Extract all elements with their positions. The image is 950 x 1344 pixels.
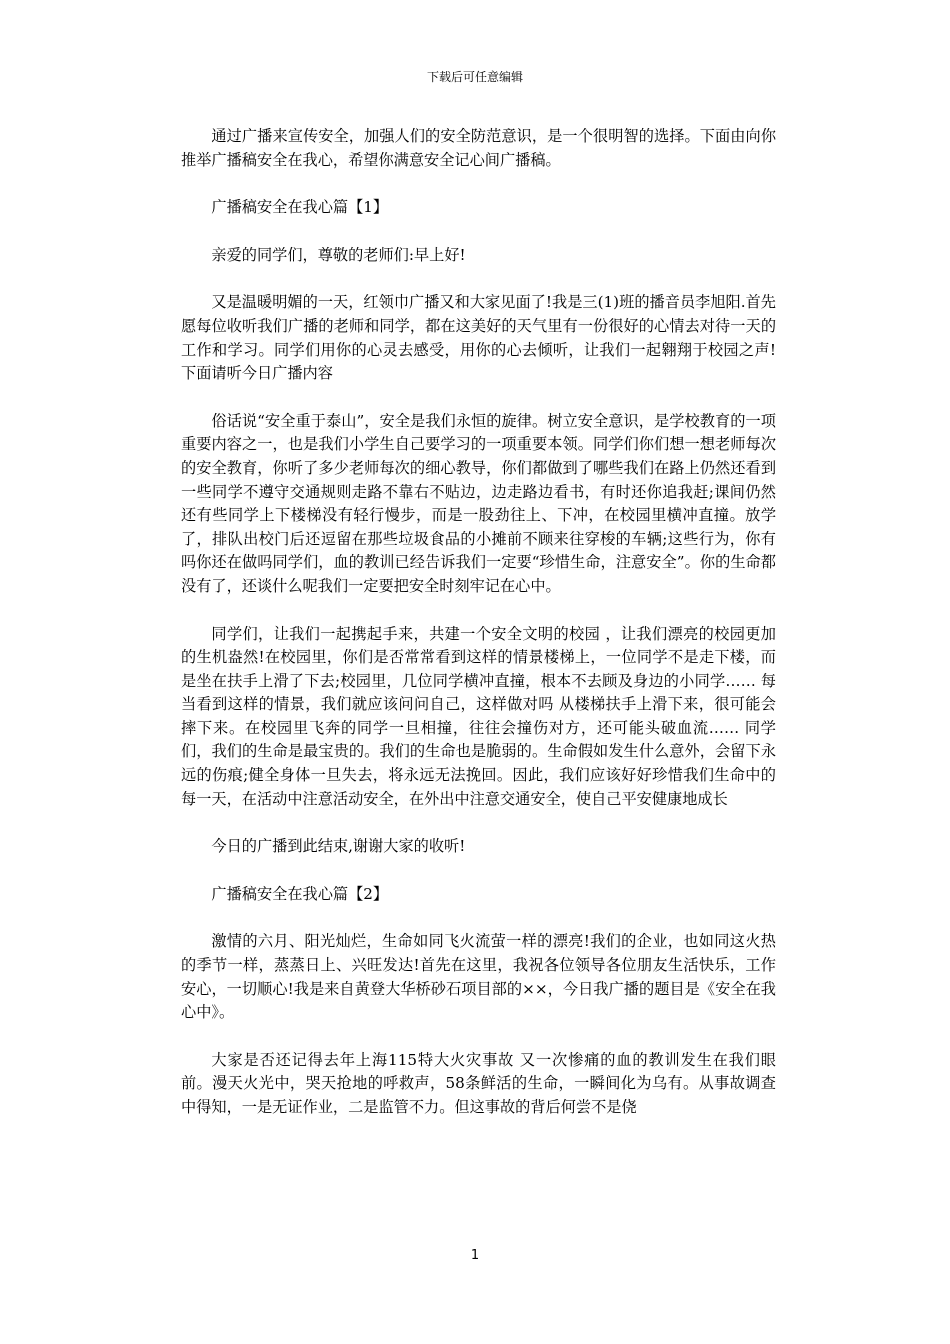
- paragraph: 同学们，让我们一起携起手来，共建一个安全文明的校园 ，让我们漂亮的校园更加的生机盎然!在校园里，你们是否常常看到这样的情景楼梯上，一位同学不是走下楼，而是坐在扶手上滑了下去;校园里，几位同学横冲直撞，根本不去顾及身边的小同学…… 每当看到这样的情景，我们就应该问问自己，这样做对吗 从楼梯扶手上滑下来，很可能会摔下来。在校园里飞奔的同学一旦相撞，往往会撞伤对方，还可能头破血流…… 同学们，我们的生命是最宝贵的。我们的生命也是脆弱的。生命假如发生什么意外，会留下永远的伤痕;健全身体一旦失去，将永远无法挽回。因此，我们应该好好珍惜我们生命中的每一天，在活动中注意活动安全，在外出中注意交通安全，使自己平安健康地成长: [181, 624, 776, 808]
- paragraph: 大家是否还记得去年上海115特大火灾事故 又一次惨痛的血的教训发生在我们眼前。漫天火光中，哭天抢地的呼救声，58条鲜活的生命，一瞬间化为乌有。从事故调查中得知，一是无证作业，二是监管不力。但这事故的背后何尝不是侥: [181, 1050, 776, 1116]
- paragraph-closing: 今日的广播到此结束,谢谢大家的收听!: [211, 837, 466, 856]
- page-number: 1: [470, 1248, 480, 1263]
- document-body: [181, 125, 776, 1144]
- paragraph: 激情的六月、阳光灿烂，生命如同飞火流萤一样的漂亮!我们的企业，也如同这火热的季节一样，蒸蒸日上、兴旺发达!首先在这里，我祝各位领导各位朋友生活快乐，工作安心，一切顺心!我是来自黄登大华桥砂石项目部的××，今日我广播的题目是《安全在我心中》。: [181, 932, 776, 1022]
- paragraph: 俗话说“安全重于泰山”，安全是我们永恒的旋律。树立安全意识，是学校教育的一项重要内容之一，也是我们小学生自己要学习的一项重要本领。同学们你们想一想老师每次的安全教育，你听了多少老师每次的细心教导，你们都做到了哪些我们在路上仍然还看到一些同学不遵守交通规则走路不靠右不贴边，边走路边看书，有时还你追我赶;课间仍然还有些同学上下楼梯没有轻行慢步，而是一股劲往上、下冲，在校园里横冲直撞。放学了，排队出校门后还逗留在那些垃圾食品的小摊前不顾来往穿梭的车辆;这些行为，你有吗你还在做吗同学们，血的教训已经告诉我们一定要“珍惜生命，注意安全”。你的生命都没有了，还谈什么呢我们一定要把安全时刻牢记在心中。: [181, 411, 776, 595]
- section-heading-1: 广播稿安全在我心篇【1】: [211, 198, 389, 217]
- paragraph-greeting: 亲爱的同学们，尊敬的老师们:早上好!: [211, 245, 466, 264]
- section-heading-2: 广播稿安全在我心篇【2】: [211, 884, 389, 903]
- paragraph: 又是温暖明媚的一天，红领巾广播又和大家见面了!我是三(1)班的播音员李旭阳.首先愿每位收听我们广播的老师和同学，都在这美好的天气里有一份很好的心情去对待一天的工作和学习。同学们用你的心灵去感受，用你的心去倾听，让我们一起翱翔于校园之声!下面请听今日广播内容: [181, 293, 776, 383]
- page-header: 下载后可任意编辑: [426, 70, 523, 84]
- paragraph-intro: 通过广播来宣传安全，加强人们的安全防范意识，是一个很明智的选择。下面由向你推举广播稿安全在我心，希望你满意安全记心间广播稿。: [181, 127, 776, 169]
